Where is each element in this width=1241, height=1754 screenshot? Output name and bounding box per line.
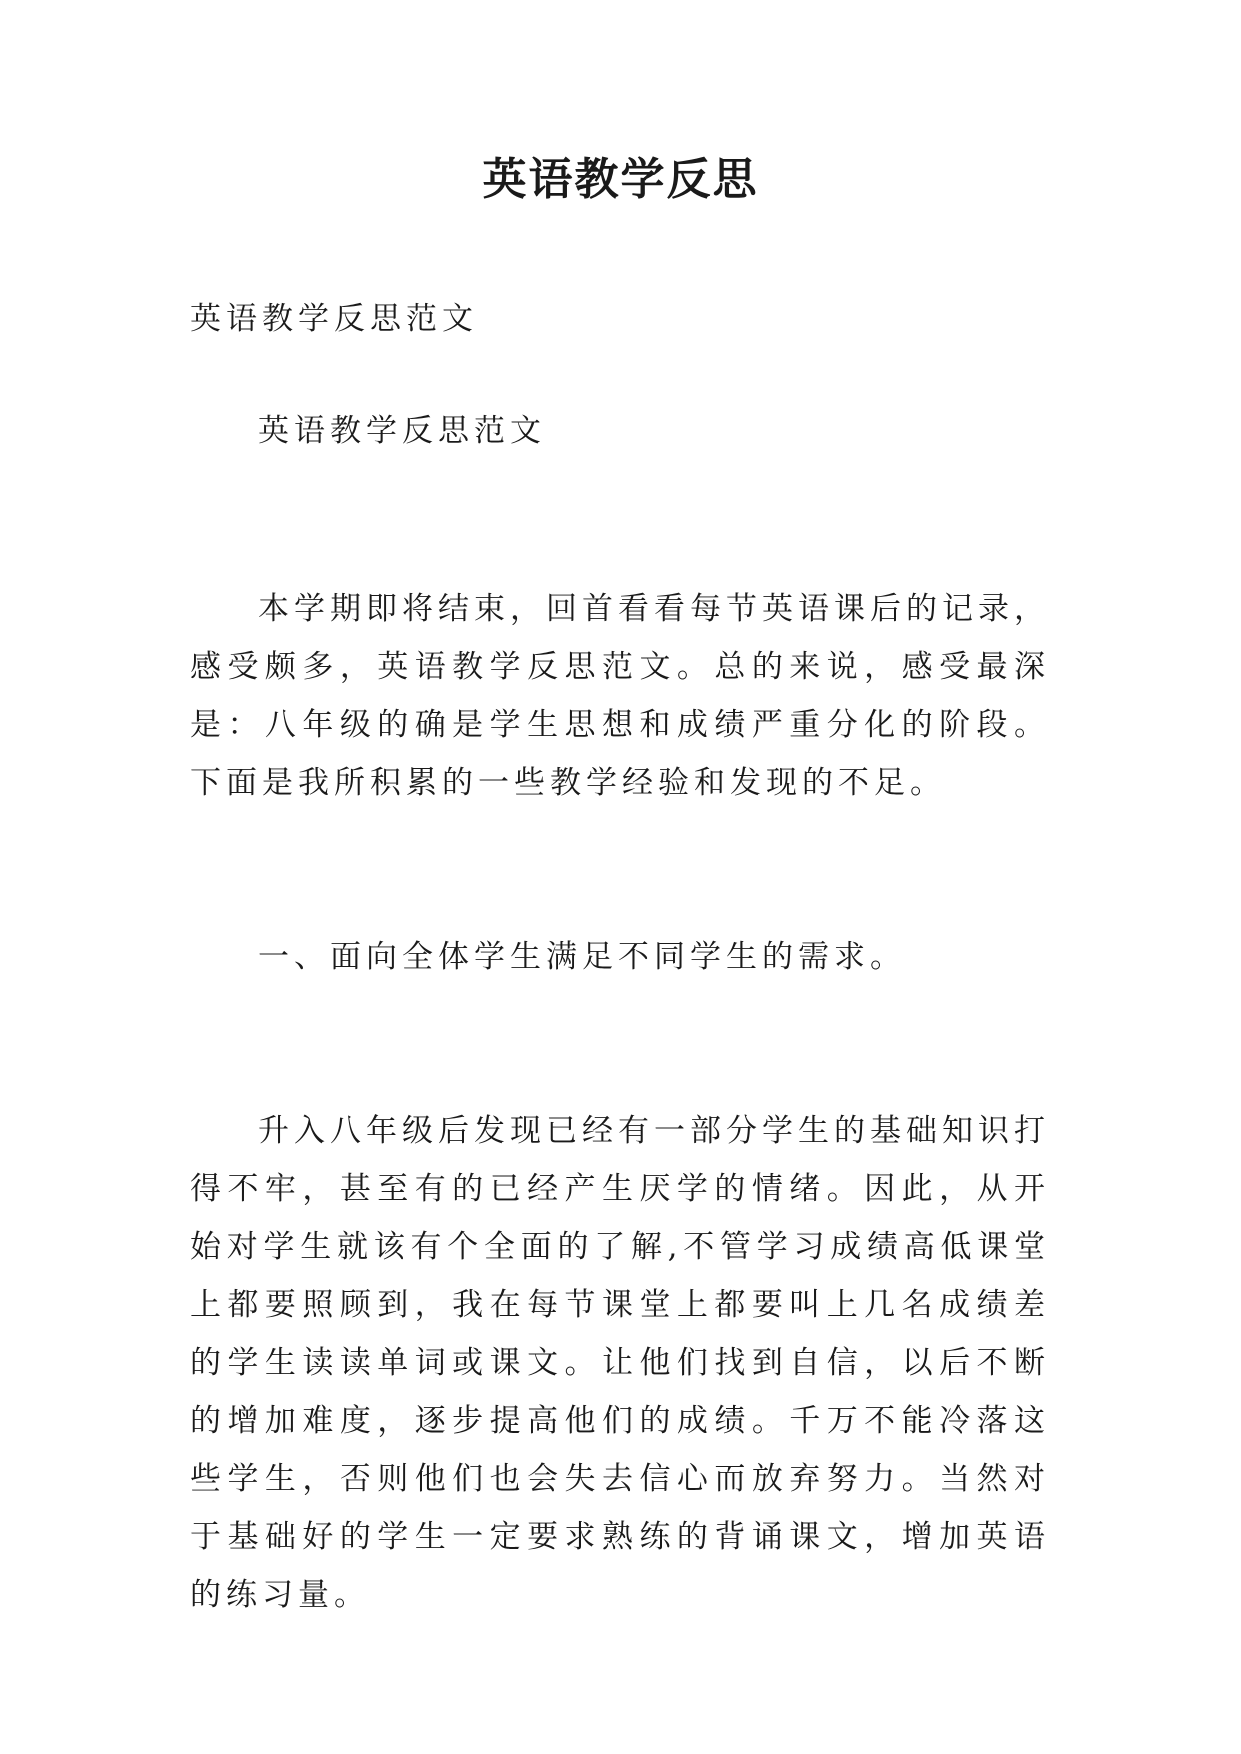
intro-paragraph: 本学期即将结束，回首看看每节英语课后的记录，感受颇多，英语教学反思范文。总的来说，感受最深是：八年级的确是学生思想和成绩严重分化的阶段。下面是我所积累的一些教学经验和发现的不足。 [190, 591, 1050, 801]
subtitle-indented-line: 英语教学反思范文 [258, 413, 546, 449]
section-heading: 一、面向全体学生满足不同学生的需求。 [258, 939, 906, 975]
subtitle-line: 英语教学反思范文 [190, 301, 478, 337]
document-title: 英语教学反思 [482, 154, 759, 205]
section-body-paragraph: 升入八年级后发现已经有一部分学生的基础知识打得不牢，甚至有的已经产生厌学的情绪。因此，从开始对学生就该有个全面的了解,不管学习成绩高低课堂上都要照顾到，我在每节课堂上都要叫上几名成绩差的学生读读单词或课文。让他们找到自信，以后不断的增加难度，逐步提高他们的成绩。千万不能冷落这些学生，否则他们也会失去信心而放弃努力。当然对于基础好的学生一定要求熟练的背诵课文，增加英语的练习量。 [190, 1113, 1050, 1613]
